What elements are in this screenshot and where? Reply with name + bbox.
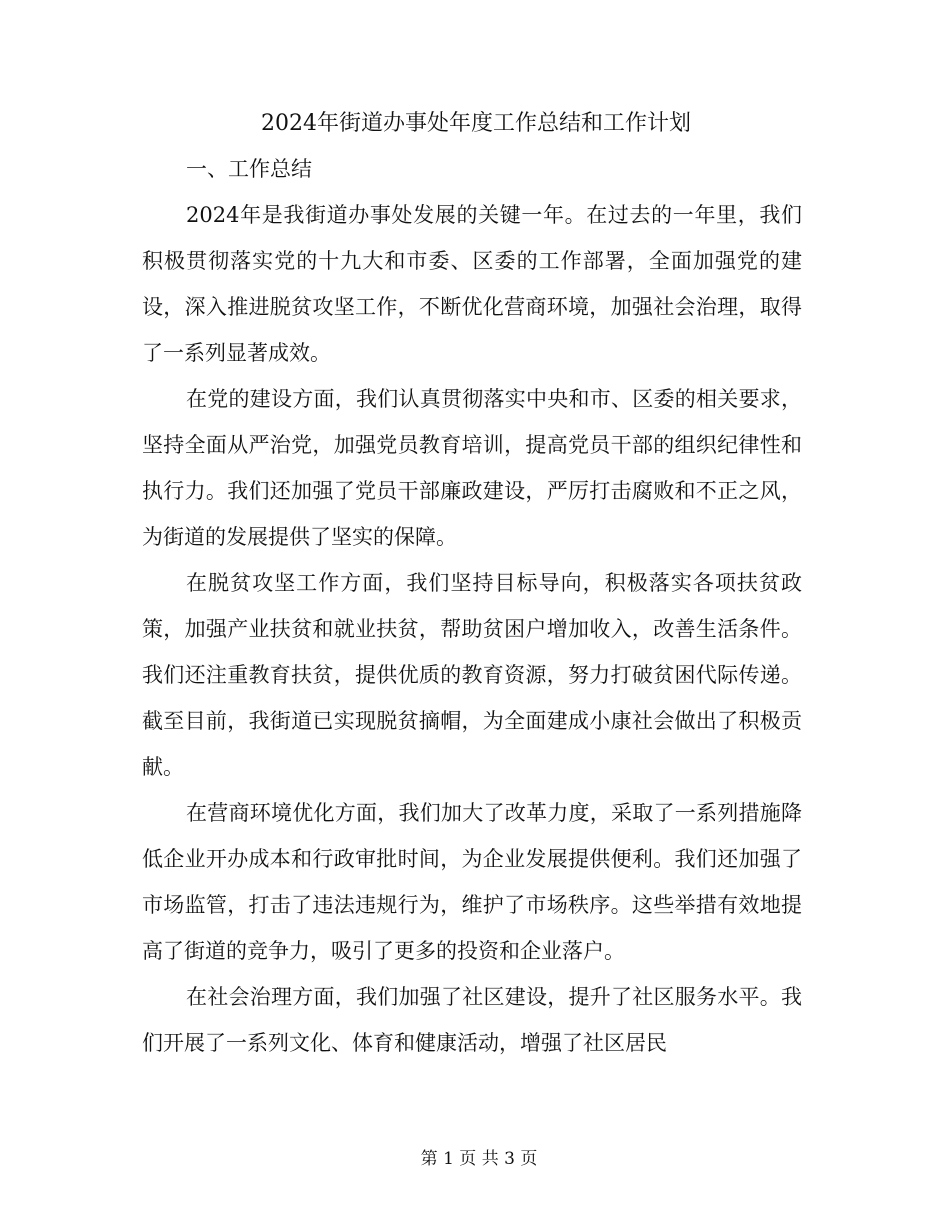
paragraph-social-governance: 在社会治理方面，我们加强了社区建设，提升了社区服务水平。我们开展了一系列文化、体育和健康活动，增强了社区居民	[142, 985, 802, 1055]
page-number-footer: 第 1 页 共 3 页	[420, 1149, 538, 1169]
paragraph-party-building: 在党的建设方面，我们认真贯彻落实中央和市、区委的相关要求，坚持全面从严治党，加强党员教育培训，提高党员干部的组织纪律性和执行力。我们还加强了党员干部廉政建设，严厉打击腐败和不正之风，为街道的发展提供了坚实的保障。	[142, 387, 802, 549]
document-title: 2024年街道办事处年度工作总结和工作计划	[261, 111, 691, 136]
paragraph-business-environment: 在营商环境优化方面，我们加大了改革力度，采取了一系列措施降低企业开办成本和行政审批时间，为企业发展提供便利。我们还加强了市场监管，打击了违法违规行为，维护了市场秩序。这些举措有效地提高了街道的竞争力，吸引了更多的投资和企业落户。	[142, 801, 802, 963]
paragraph-poverty-alleviation: 在脱贫攻坚工作方面，我们坚持目标导向，积极落实各项扶贫政策，加强产业扶贫和就业扶贫，帮助贫困户增加收入，改善生活条件。我们还注重教育扶贫，提供优质的教育资源，努力打破贫困代际传递。截至目前，我街道已实现脱贫摘帽，为全面建成小康社会做出了积极贡献。	[142, 571, 802, 779]
paragraph-overview: 2024年是我街道办事处发展的关键一年。在过去的一年里，我们积极贯彻落实党的十九大和市委、区委的工作部署，全面加强党的建设，深入推进脱贫攻坚工作，不断优化营商环境，加强社会治理，取得了一系列显著成效。	[142, 203, 802, 365]
document-body	[142, 102, 802, 1066]
section-heading: 一、工作总结	[186, 157, 312, 181]
